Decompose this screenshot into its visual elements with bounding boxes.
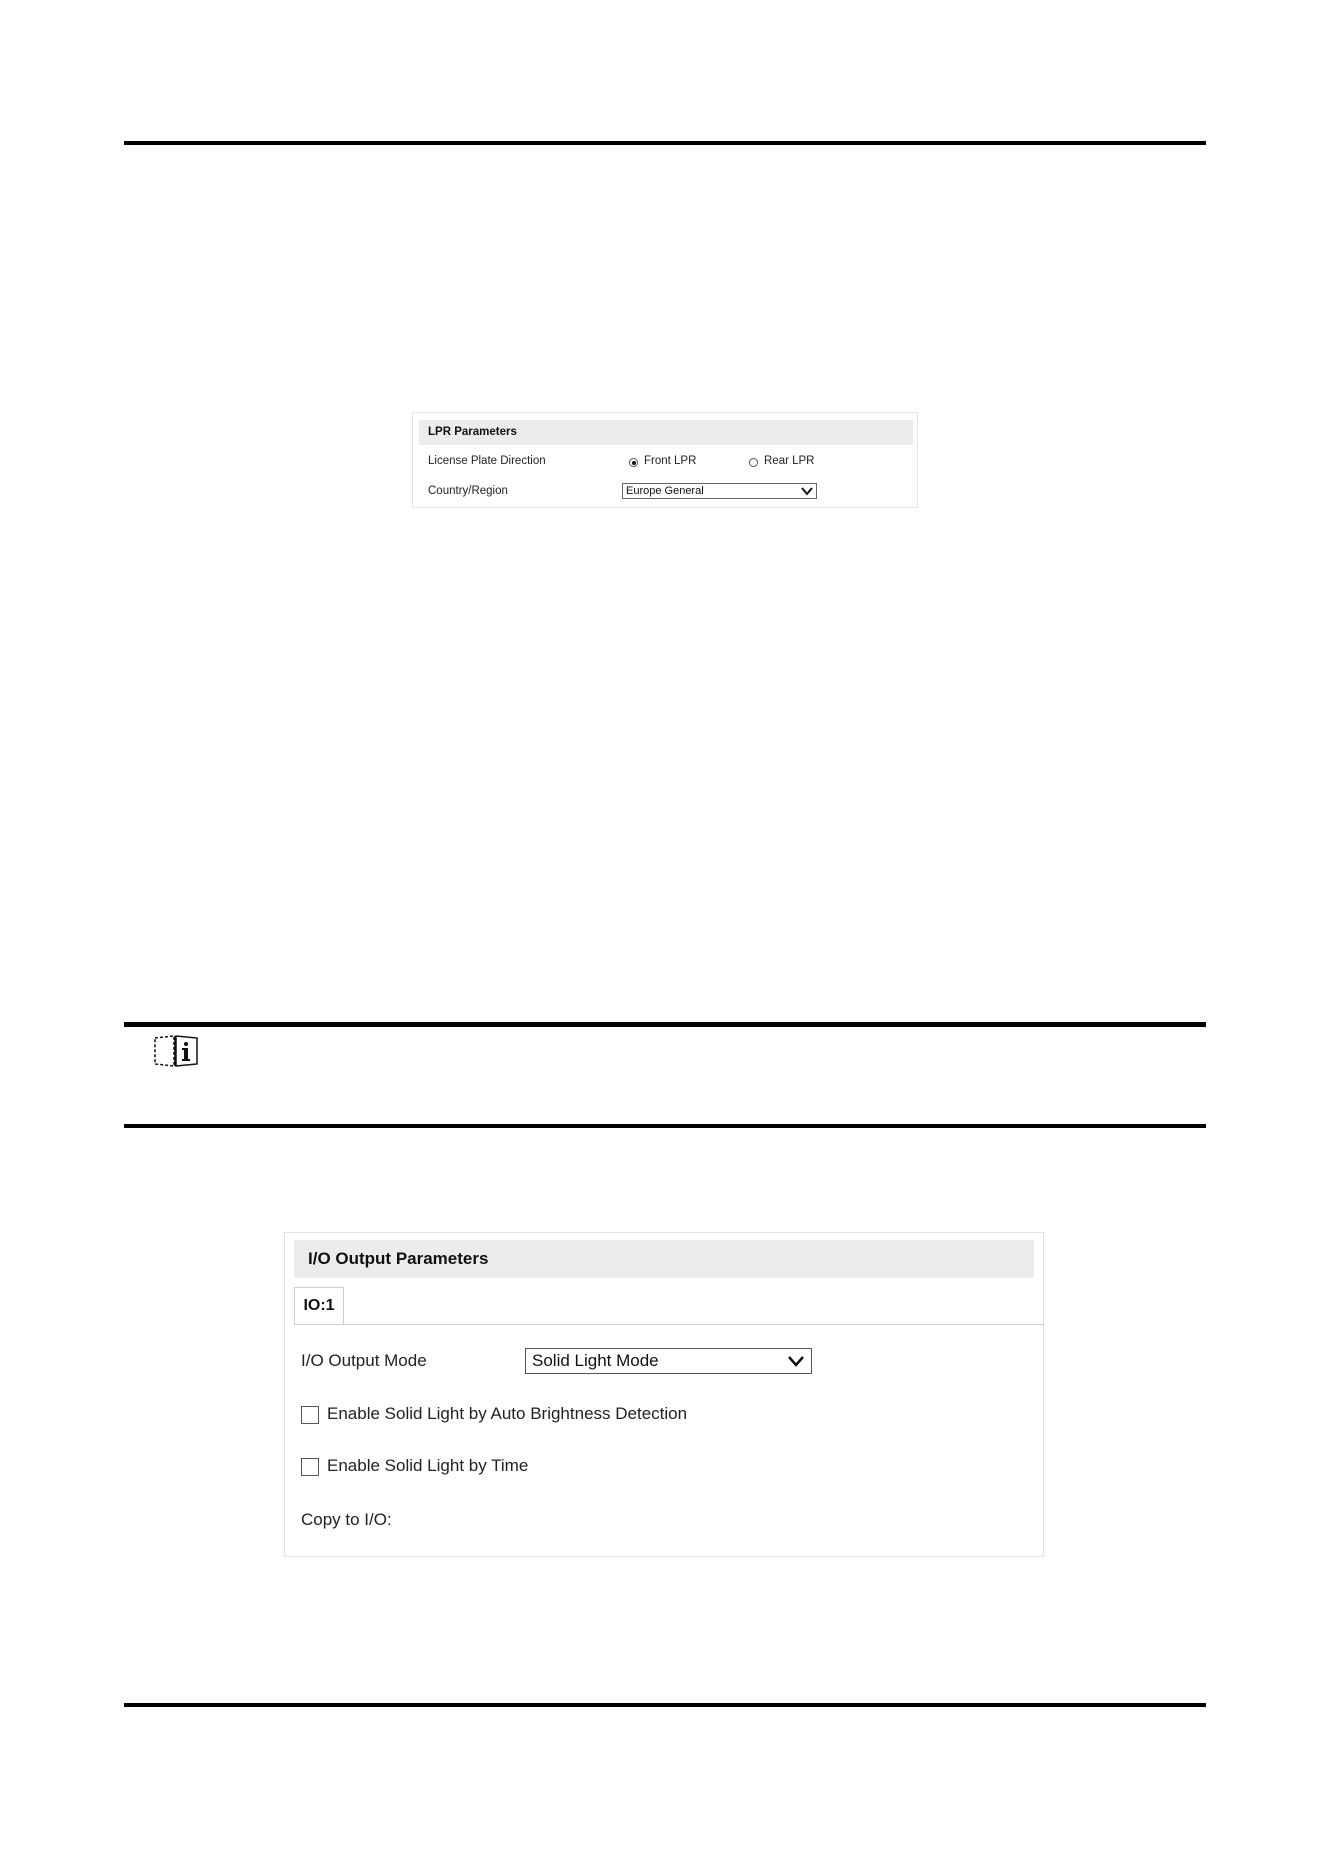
country-region-select[interactable] <box>622 483 817 499</box>
io-output-parameters-panel <box>284 1232 1044 1557</box>
country-region-label: Country/Region <box>428 485 508 497</box>
solid-light-time-label[interactable]: Enable Solid Light by Time <box>327 1456 529 1475</box>
tab-divider <box>294 1324 1044 1325</box>
copy-to-io-label: Copy to I/O: <box>301 1510 392 1529</box>
chevron-down-icon <box>801 486 813 496</box>
rear-lpr-label[interactable]: Rear LPR <box>764 455 815 467</box>
header-rule <box>124 141 1206 145</box>
solid-light-time-checkbox[interactable] <box>301 1458 319 1476</box>
info-book-icon <box>153 1034 199 1068</box>
auto-brightness-label[interactable]: Enable Solid Light by Auto Brightness Detection <box>327 1404 688 1423</box>
license-plate-direction-label: License Plate Direction <box>428 455 546 467</box>
front-lpr-label[interactable]: Front LPR <box>644 455 697 467</box>
lpr-parameters-panel <box>412 412 918 508</box>
footer-rule <box>124 1703 1206 1707</box>
io-panel-title: I/O Output Parameters <box>294 1240 1034 1278</box>
note-bottom-rule <box>124 1124 1206 1128</box>
country-region-value: Europe General <box>626 485 704 497</box>
auto-brightness-checkbox[interactable] <box>301 1406 319 1424</box>
io-output-mode-select[interactable] <box>525 1348 812 1374</box>
chevron-down-icon <box>787 1354 805 1368</box>
note-top-rule <box>124 1022 1206 1027</box>
tab-io-1[interactable]: IO:1 <box>294 1287 344 1324</box>
front-lpr-radio[interactable] <box>629 458 638 467</box>
io-output-mode-value: Solid Light Mode <box>532 1351 659 1370</box>
rear-lpr-radio[interactable] <box>749 458 758 467</box>
io-output-mode-label: I/O Output Mode <box>301 1351 427 1370</box>
lpr-panel-title: LPR Parameters <box>419 420 913 445</box>
